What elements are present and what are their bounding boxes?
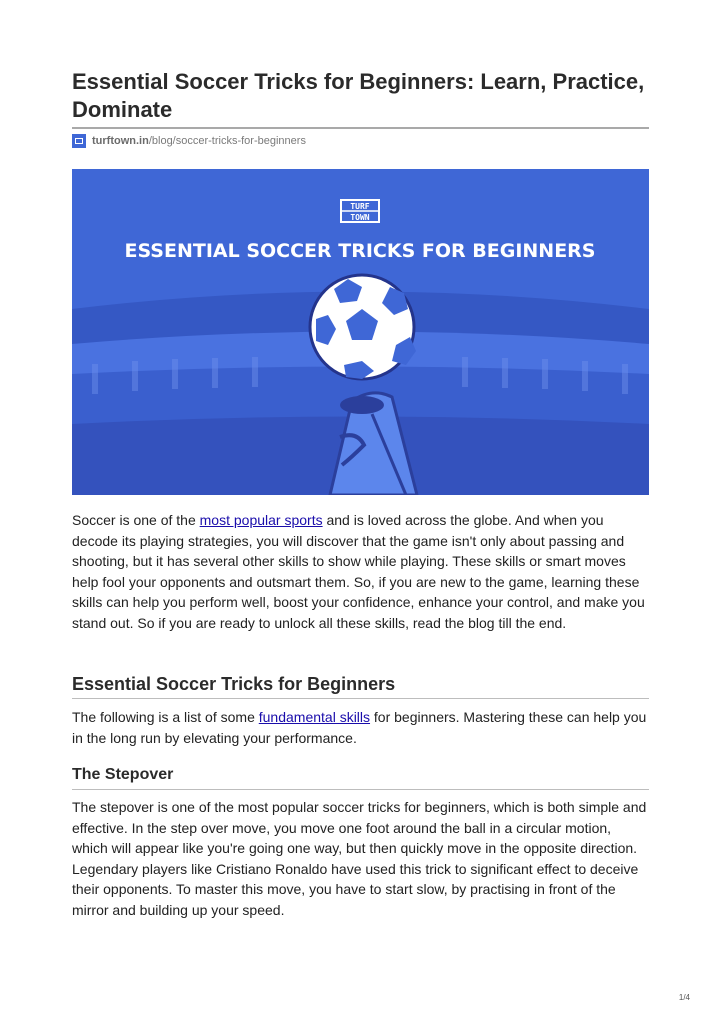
stepover-paragraph: The stepover is one of the most popular soccer tricks for beginners, which is both simple and effective. In the step over move, you move one foot around the ball in a circular motion, which will appear like you're going one way, but then quickly move in the opposite direction. Legendary players like Cristiano Ronaldo have used this trick to significant effect to deceive their opponents. To master this move, you have to start slow, by practising in front of the mirror and building up your speed. xyxy=(72,799,647,918)
hero-image xyxy=(72,169,649,495)
subsection-divider xyxy=(72,789,649,790)
logo-text-line2: TOWN xyxy=(350,213,370,222)
fundamental-skills-link[interactable]: fundamental skills xyxy=(258,709,371,725)
favicon-icon xyxy=(72,134,86,148)
intro-text-start: Soccer is one of the xyxy=(72,512,200,528)
logo-text-line1: TURF xyxy=(350,202,370,211)
hero-illustration xyxy=(72,169,649,495)
intro-paragraph xyxy=(72,510,649,633)
source-domain[interactable]: turftown.in xyxy=(92,135,149,147)
section1-text-start: The following is a list of some xyxy=(72,709,259,725)
hero-heading: ESSENTIAL SOCCER TRICKS FOR BEGINNERS xyxy=(124,240,596,262)
section1-paragraph xyxy=(72,707,649,748)
page-title: Essential Soccer Tricks for Beginners: Learn, Practice, Dominate xyxy=(72,69,645,122)
soccer-ball-icon xyxy=(310,275,416,379)
source-line xyxy=(72,134,306,148)
section-divider xyxy=(72,698,649,699)
section-heading-essential: Essential Soccer Tricks for Beginners xyxy=(72,674,396,694)
title-divider xyxy=(72,127,649,129)
subheading-stepover: The Stepover xyxy=(72,766,174,783)
page-number: 1/4 xyxy=(678,993,690,1002)
intro-text-rest: and is loved across the globe. And when you decode its playing strategies, you will discover that the game isn't only about passing and shooting, but it has several other skills to show while playing. These skills or smart moves help fool your opponents and outsmart them. So, if you are new to the game, learning these skills can help you perform well, boost your confidence, enhance your control, and make you stand out. So if you are ready to unlock all these skills, read the blog till the end. xyxy=(72,512,645,631)
section1-text-rest: for beginners. Mastering these can help you in the long run by elevating your performance. xyxy=(72,709,647,746)
most-popular-sports-link[interactable]: most popular sports xyxy=(199,512,323,528)
source-path[interactable]: /blog/soccer-tricks-for-beginners xyxy=(148,135,306,147)
